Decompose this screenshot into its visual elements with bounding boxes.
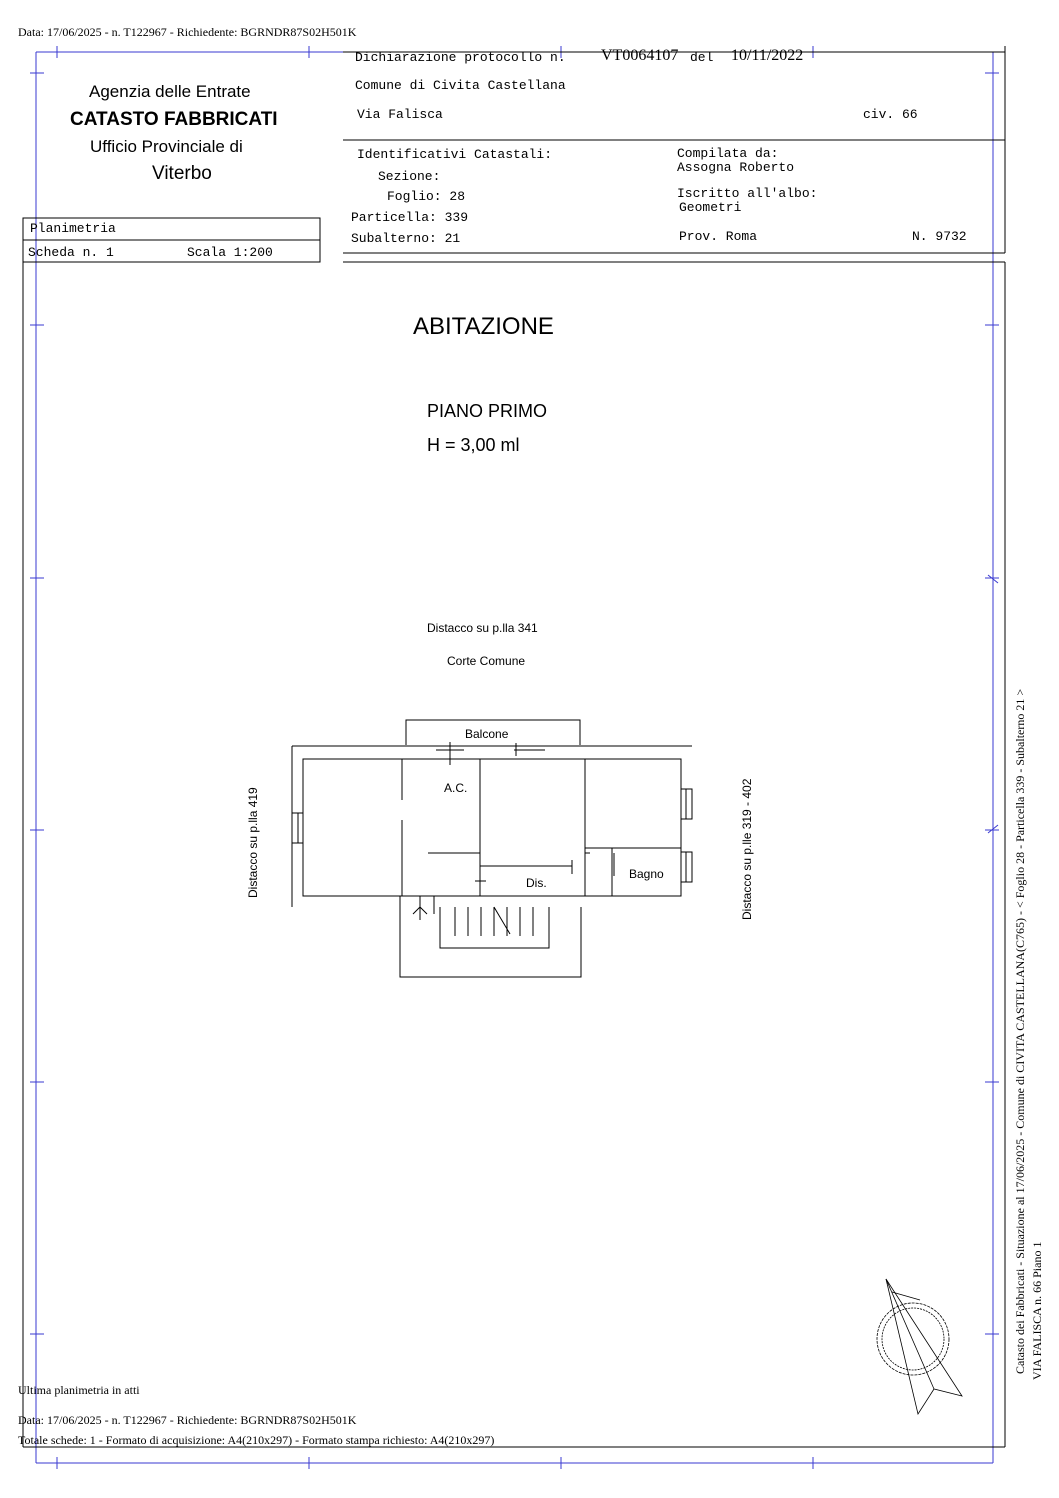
iscritto-label: Iscritto all'albo:	[677, 186, 818, 201]
ufficio-city: Viterbo	[152, 163, 212, 184]
dichiarazione-label: Dichiarazione protocollo n.	[355, 50, 566, 65]
provincia-value: Prov. Roma	[679, 229, 758, 244]
comune-label: Comune di Civita Castellana	[355, 78, 566, 93]
catasto-title: CATASTO FABBRICATI	[70, 109, 278, 130]
header-request-line: Data: 17/06/2025 - n. T122967 - Richiedente: BGRNDR87S02H501K	[18, 25, 357, 39]
particella-field: Particella: 339	[351, 210, 469, 225]
drawing-title: ABITAZIONE	[413, 313, 554, 340]
ufficio-label: Ufficio Provinciale di	[90, 137, 243, 156]
subalterno-field: Subalterno: 21	[351, 231, 461, 246]
scala-label: Scala 1:200	[187, 245, 273, 260]
footer-totale: Totale schede: 1 - Formato di acquisizione: A4(210x297) - Formato stampa richiesto: A4(210x297)	[18, 1433, 495, 1447]
floor-label: PIANO PRIMO	[427, 401, 548, 421]
room-balcone: Balcone	[465, 727, 509, 741]
distacco-top-label: Distacco su p.lla 341	[427, 621, 538, 635]
room-bagno: Bagno	[629, 867, 664, 881]
distacco-right-label: Distacco su p.lle 319 - 402	[740, 778, 754, 920]
identificativi-title: Identificativi Catastali:	[357, 147, 553, 162]
albo-number: N. 9732	[912, 229, 967, 244]
dichiarazione-date: 10/11/2022	[731, 47, 804, 64]
dichiarazione-del: del	[690, 50, 714, 65]
compilata-label: Compilata da:	[677, 146, 779, 161]
distacco-left-label: Distacco su p.lla 419	[246, 787, 260, 898]
room-ac: A.C.	[444, 781, 468, 795]
sezione-field: Sezione:	[378, 169, 441, 184]
scheda-label: Scheda n. 1	[28, 245, 114, 260]
albo-value: Geometri	[679, 200, 742, 215]
foglio-field: Foglio: 28	[387, 189, 466, 204]
civico-label: civ. 66	[863, 107, 918, 122]
agency-name: Agenzia delle Entrate	[89, 82, 251, 101]
corte-comune-label: Corte Comune	[447, 654, 526, 668]
via-label: Via Falisca	[357, 107, 443, 122]
room-dis: Dis.	[526, 876, 547, 890]
side-situazione-text: Catasto dei Fabbricati - Situazione al 17/06/2025 - Comune di CIVITA CASTELLANA(C765) - < Foglio 28 - Particella 339 - Subalterno 21 >	[1013, 688, 1027, 1374]
side-address-text: VIA FALISCA n. 66 Piano 1	[1030, 1241, 1044, 1380]
footer-ultima: Ultima planimetria in atti	[18, 1383, 140, 1397]
compilata-name: Assogna Roberto	[677, 160, 795, 175]
dichiarazione-number: VT0064107	[601, 47, 679, 64]
footer-request-line: Data: 17/06/2025 - n. T122967 - Richiedente: BGRNDR87S02H501K	[18, 1413, 357, 1427]
planimetria-label: Planimetria	[30, 221, 116, 236]
height-label: H = 3,00 ml	[427, 435, 520, 455]
